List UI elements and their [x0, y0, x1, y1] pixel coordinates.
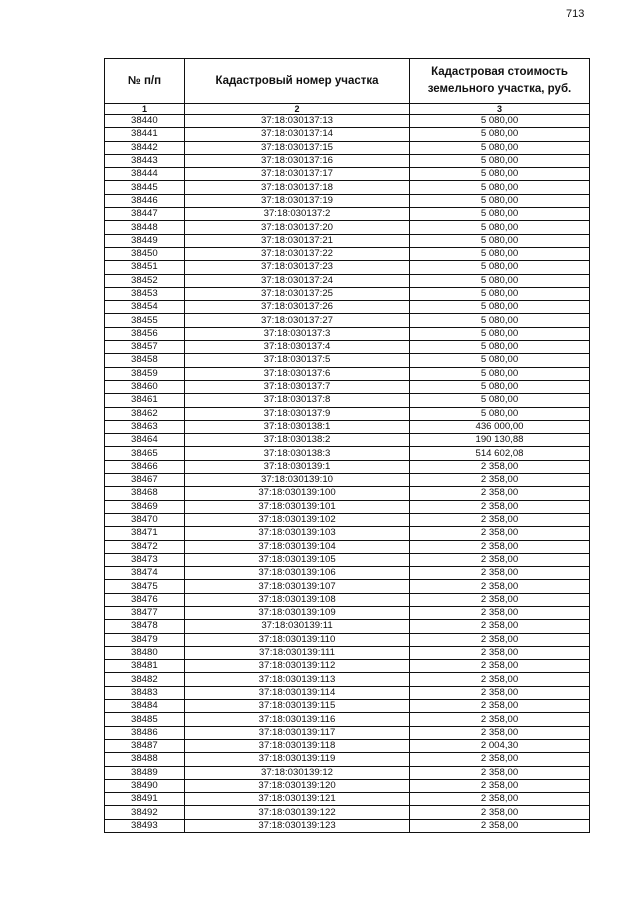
- cadastral-number: 37:18:030139:104: [185, 540, 410, 553]
- cadastral-number: 37:18:030139:121: [185, 793, 410, 806]
- cadastral-number: 37:18:030139:116: [185, 713, 410, 726]
- cadastral-value: 2 358,00: [410, 474, 590, 487]
- cadastral-value: 5 080,00: [410, 314, 590, 327]
- table-row: [105, 580, 590, 593]
- row-number: 38458: [105, 354, 185, 367]
- cadastral-number: 37:18:030137:7: [185, 380, 410, 393]
- cadastral-number: 37:18:030137:2: [185, 208, 410, 221]
- cadastral-value: 2 358,00: [410, 527, 590, 540]
- row-number: 38476: [105, 593, 185, 606]
- cadastral-value: 436 000,00: [410, 420, 590, 433]
- cadastral-number: 37:18:030137:23: [185, 261, 410, 274]
- cadastral-value: 5 080,00: [410, 274, 590, 287]
- cadastral-number: 37:18:030137:6: [185, 367, 410, 380]
- table-row: [105, 234, 590, 247]
- table-row: [105, 154, 590, 167]
- row-number: 38487: [105, 739, 185, 752]
- row-number: 38469: [105, 500, 185, 513]
- cadastral-value: 2 358,00: [410, 513, 590, 526]
- cadastral-value: 2 358,00: [410, 500, 590, 513]
- cadastral-value: 5 080,00: [410, 327, 590, 340]
- cadastral-value: 2 358,00: [410, 726, 590, 739]
- cadastral-value: 2 358,00: [410, 540, 590, 553]
- cadastral-value: 2 358,00: [410, 460, 590, 473]
- table-row: [105, 407, 590, 420]
- table-row: [105, 527, 590, 540]
- cadastral-number: 37:18:030139:119: [185, 753, 410, 766]
- header-cadastral-value: Кадастровая стоимость земельного участка, руб.: [410, 59, 590, 104]
- header-num: № п/п: [105, 59, 185, 104]
- cadastral-number: 37:18:030137:16: [185, 154, 410, 167]
- table-row: [105, 513, 590, 526]
- table-row: [105, 380, 590, 393]
- row-number: 38443: [105, 154, 185, 167]
- row-number: 38477: [105, 606, 185, 619]
- cadastral-value: 2 358,00: [410, 606, 590, 619]
- cadastral-number: 37:18:030139:112: [185, 660, 410, 673]
- cadastral-value: 5 080,00: [410, 301, 590, 314]
- table-row: [105, 606, 590, 619]
- cadastral-number: 37:18:030139:11: [185, 620, 410, 633]
- row-number: 38461: [105, 394, 185, 407]
- table-row: [105, 327, 590, 340]
- row-number: 38446: [105, 194, 185, 207]
- row-number: 38466: [105, 460, 185, 473]
- cadastral-number: 37:18:030137:15: [185, 141, 410, 154]
- cadastral-value: 2 358,00: [410, 793, 590, 806]
- cadastral-value: 5 080,00: [410, 394, 590, 407]
- row-number: 38464: [105, 434, 185, 447]
- cadastral-number: 37:18:030137:24: [185, 274, 410, 287]
- row-number: 38467: [105, 474, 185, 487]
- cadastral-value: 5 080,00: [410, 168, 590, 181]
- row-number: 38488: [105, 753, 185, 766]
- cadastral-value: 2 358,00: [410, 593, 590, 606]
- table-row: [105, 474, 590, 487]
- page-number: 713: [566, 8, 585, 20]
- table-row: [105, 646, 590, 659]
- row-number: 38460: [105, 380, 185, 393]
- table-row: [105, 301, 590, 314]
- cadastral-value-table: [104, 58, 590, 833]
- table-row: [105, 806, 590, 819]
- row-number: 38452: [105, 274, 185, 287]
- cadastral-number: 37:18:030139:117: [185, 726, 410, 739]
- cadastral-number: 37:18:030137:17: [185, 168, 410, 181]
- table-row: [105, 394, 590, 407]
- table-row: [105, 686, 590, 699]
- row-number: 38440: [105, 115, 185, 128]
- table-row: [105, 194, 590, 207]
- cadastral-value: 5 080,00: [410, 354, 590, 367]
- row-number: 38448: [105, 221, 185, 234]
- table-row: [105, 314, 590, 327]
- cadastral-value: 514 602,08: [410, 447, 590, 460]
- cadastral-value: 190 130,88: [410, 434, 590, 447]
- row-number: 38465: [105, 447, 185, 460]
- table-row: [105, 660, 590, 673]
- cadastral-value: 2 358,00: [410, 819, 590, 832]
- cadastral-number: 37:18:030137:4: [185, 341, 410, 354]
- table-row: [105, 633, 590, 646]
- column-index: 2: [185, 104, 410, 115]
- cadastral-number: 37:18:030138:1: [185, 420, 410, 433]
- cadastral-value: 2 358,00: [410, 766, 590, 779]
- cadastral-value: 5 080,00: [410, 234, 590, 247]
- cadastral-number: 37:18:030137:18: [185, 181, 410, 194]
- table-row: [105, 700, 590, 713]
- cadastral-number: 37:18:030139:118: [185, 739, 410, 752]
- row-number: 38484: [105, 700, 185, 713]
- row-number: 38468: [105, 487, 185, 500]
- cadastral-number: 37:18:030137:3: [185, 327, 410, 340]
- table-row: [105, 673, 590, 686]
- cadastral-value: 5 080,00: [410, 194, 590, 207]
- cadastral-value: 2 358,00: [410, 487, 590, 500]
- row-number: 38444: [105, 168, 185, 181]
- table-row: [105, 593, 590, 606]
- row-number: 38447: [105, 208, 185, 221]
- row-number: 38474: [105, 567, 185, 580]
- row-number: 38459: [105, 367, 185, 380]
- column-index: 1: [105, 104, 185, 115]
- cadastral-value: 2 358,00: [410, 753, 590, 766]
- table-row: [105, 420, 590, 433]
- row-number: 38475: [105, 580, 185, 593]
- column-index: 3: [410, 104, 590, 115]
- cadastral-value: 2 358,00: [410, 779, 590, 792]
- table-header-row: [105, 59, 590, 104]
- cadastral-number: 37:18:030137:22: [185, 247, 410, 260]
- cadastral-value: 5 080,00: [410, 247, 590, 260]
- cadastral-number: 37:18:030139:106: [185, 567, 410, 580]
- row-number: 38455: [105, 314, 185, 327]
- row-number: 38450: [105, 247, 185, 260]
- table-row: [105, 128, 590, 141]
- row-number: 38451: [105, 261, 185, 274]
- row-number: 38453: [105, 287, 185, 300]
- cadastral-number: 37:18:030139:122: [185, 806, 410, 819]
- row-number: 38472: [105, 540, 185, 553]
- table-row: [105, 567, 590, 580]
- cadastral-value: 5 080,00: [410, 380, 590, 393]
- row-number: 38471: [105, 527, 185, 540]
- cadastral-value: 2 358,00: [410, 686, 590, 699]
- row-number: 38463: [105, 420, 185, 433]
- row-number: 38491: [105, 793, 185, 806]
- table-row: [105, 354, 590, 367]
- cadastral-value: 5 080,00: [410, 154, 590, 167]
- cadastral-value: 5 080,00: [410, 287, 590, 300]
- table-row: [105, 460, 590, 473]
- cadastral-number: 37:18:030139:109: [185, 606, 410, 619]
- cadastral-value: 5 080,00: [410, 208, 590, 221]
- cadastral-number: 37:18:030139:101: [185, 500, 410, 513]
- row-number: 38485: [105, 713, 185, 726]
- table-row: [105, 434, 590, 447]
- table-row: [105, 753, 590, 766]
- cadastral-number: 37:18:030137:19: [185, 194, 410, 207]
- cadastral-number: 37:18:030137:14: [185, 128, 410, 141]
- cadastral-number: 37:18:030139:114: [185, 686, 410, 699]
- cadastral-value: 2 358,00: [410, 580, 590, 593]
- cadastral-number: 37:18:030139:110: [185, 633, 410, 646]
- cadastral-number: 37:18:030137:26: [185, 301, 410, 314]
- cadastral-value: 2 358,00: [410, 700, 590, 713]
- table-body: [105, 115, 590, 833]
- cadastral-value: 5 080,00: [410, 181, 590, 194]
- table-row: [105, 141, 590, 154]
- table-row: [105, 487, 590, 500]
- table-row: [105, 168, 590, 181]
- cadastral-value: 5 080,00: [410, 367, 590, 380]
- row-number: 38470: [105, 513, 185, 526]
- cadastral-number: 37:18:030139:123: [185, 819, 410, 832]
- cadastral-number: 37:18:030137:8: [185, 394, 410, 407]
- table-row: [105, 181, 590, 194]
- row-number: 38493: [105, 819, 185, 832]
- table-row: [105, 620, 590, 633]
- cadastral-value: 2 358,00: [410, 660, 590, 673]
- cadastral-value: 2 358,00: [410, 646, 590, 659]
- cadastral-value: 2 358,00: [410, 673, 590, 686]
- cadastral-value: 2 358,00: [410, 567, 590, 580]
- row-number: 38473: [105, 553, 185, 566]
- cadastral-value: 5 080,00: [410, 141, 590, 154]
- row-number: 38442: [105, 141, 185, 154]
- row-number: 38457: [105, 341, 185, 354]
- row-number: 38482: [105, 673, 185, 686]
- cadastral-number: 37:18:030137:25: [185, 287, 410, 300]
- table-row: [105, 726, 590, 739]
- cadastral-number: 37:18:030138:3: [185, 447, 410, 460]
- cadastral-number: 37:18:030137:20: [185, 221, 410, 234]
- row-number: 38462: [105, 407, 185, 420]
- cadastral-value: 5 080,00: [410, 128, 590, 141]
- cadastral-number: 37:18:030137:27: [185, 314, 410, 327]
- table-row: [105, 739, 590, 752]
- cadastral-number: 37:18:030138:2: [185, 434, 410, 447]
- cadastral-number: 37:18:030139:108: [185, 593, 410, 606]
- row-number: 38480: [105, 646, 185, 659]
- cadastral-number: 37:18:030139:10: [185, 474, 410, 487]
- table-row: [105, 819, 590, 832]
- table-row: [105, 341, 590, 354]
- row-number: 38490: [105, 779, 185, 792]
- table-row: [105, 287, 590, 300]
- cadastral-value: 5 080,00: [410, 341, 590, 354]
- cadastral-number: 37:18:030139:115: [185, 700, 410, 713]
- row-number: 38479: [105, 633, 185, 646]
- cadastral-number: 37:18:030139:103: [185, 527, 410, 540]
- row-number: 38483: [105, 686, 185, 699]
- row-number: 38486: [105, 726, 185, 739]
- table-row: [105, 779, 590, 792]
- cadastral-number: 37:18:030139:12: [185, 766, 410, 779]
- cadastral-value: 5 080,00: [410, 261, 590, 274]
- cadastral-number: 37:18:030139:120: [185, 779, 410, 792]
- cadastral-number: 37:18:030139:100: [185, 487, 410, 500]
- table-row: [105, 713, 590, 726]
- cadastral-number: 37:18:030139:1: [185, 460, 410, 473]
- table-row: [105, 115, 590, 128]
- cadastral-value: 2 358,00: [410, 633, 590, 646]
- table-row: [105, 208, 590, 221]
- cadastral-value: 5 080,00: [410, 115, 590, 128]
- table-row: [105, 274, 590, 287]
- cadastral-value: 5 080,00: [410, 407, 590, 420]
- cadastral-number: 37:18:030137:21: [185, 234, 410, 247]
- row-number: 38492: [105, 806, 185, 819]
- cadastral-value: 2 358,00: [410, 620, 590, 633]
- table-row: [105, 247, 590, 260]
- row-number: 38456: [105, 327, 185, 340]
- row-number: 38478: [105, 620, 185, 633]
- cadastral-number: 37:18:030139:105: [185, 553, 410, 566]
- cadastral-number: 37:18:030137:5: [185, 354, 410, 367]
- table-row: [105, 367, 590, 380]
- column-index-row: [105, 104, 590, 115]
- table-row: [105, 221, 590, 234]
- cadastral-value: 5 080,00: [410, 221, 590, 234]
- table-row: [105, 793, 590, 806]
- table-row: [105, 553, 590, 566]
- table-row: [105, 540, 590, 553]
- row-number: 38449: [105, 234, 185, 247]
- cadastral-value: 2 358,00: [410, 553, 590, 566]
- cadastral-number: 37:18:030139:111: [185, 646, 410, 659]
- cadastral-number: 37:18:030137:13: [185, 115, 410, 128]
- cadastral-number: 37:18:030137:9: [185, 407, 410, 420]
- cadastral-number: 37:18:030139:113: [185, 673, 410, 686]
- cadastral-number: 37:18:030139:107: [185, 580, 410, 593]
- row-number: 38454: [105, 301, 185, 314]
- table-row: [105, 766, 590, 779]
- table-row: [105, 500, 590, 513]
- table-row: [105, 261, 590, 274]
- cadastral-number: 37:18:030139:102: [185, 513, 410, 526]
- header-cadastral-number: Кадастровый номер участка: [185, 59, 410, 104]
- cadastral-value: 2 358,00: [410, 806, 590, 819]
- row-number: 38481: [105, 660, 185, 673]
- row-number: 38489: [105, 766, 185, 779]
- cadastral-value: 2 004,30: [410, 739, 590, 752]
- table-row: [105, 447, 590, 460]
- row-number: 38445: [105, 181, 185, 194]
- cadastral-value: 2 358,00: [410, 713, 590, 726]
- row-number: 38441: [105, 128, 185, 141]
